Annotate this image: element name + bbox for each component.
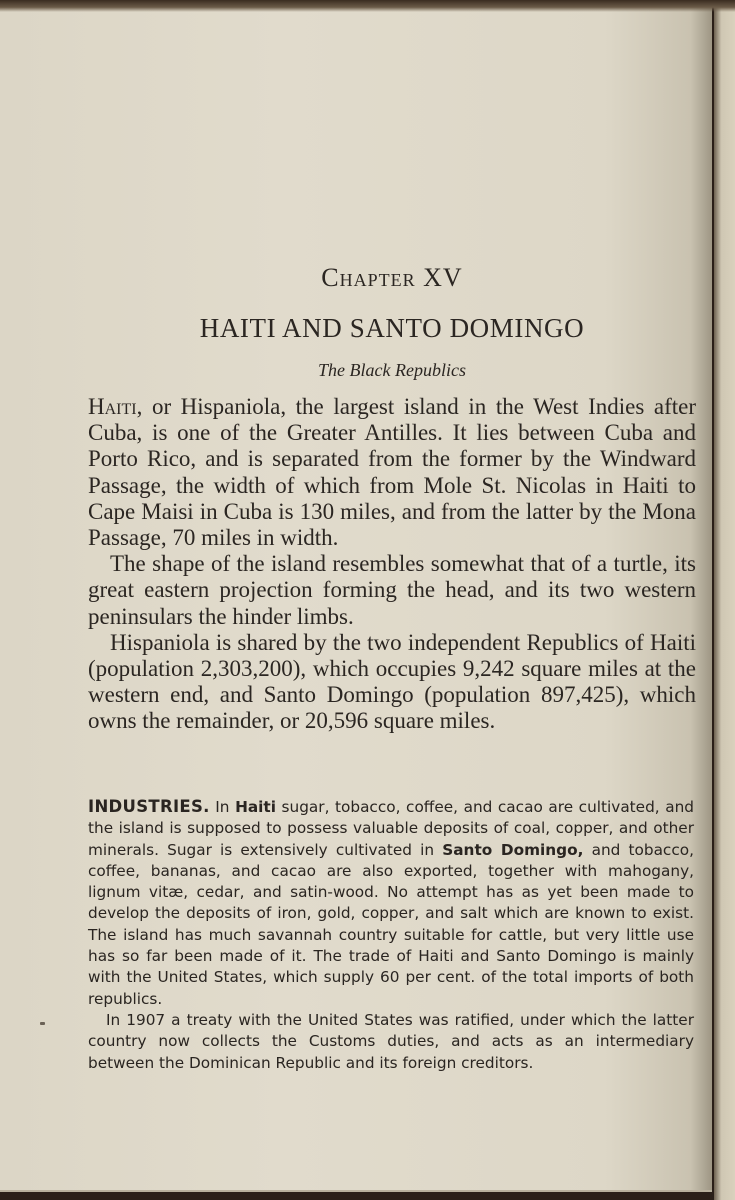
paragraph-1 — [88, 394, 696, 551]
industries-santo-domingo: Santo Domingo, — [442, 840, 584, 859]
paragraph-2: The shape of the island resembles somewhat that of a turtle, its great eastern projection forming the head, and its two western peninsulars the hinder limbs. — [88, 551, 696, 629]
paragraph-3: Hispaniola is shared by the two independent Republics of Haiti (population 2,303,200), which occupies 9,242 square miles at the western end, and Santo Domingo (population 897,425), which owns the remainder, or 20,596 square miles. — [88, 629, 696, 734]
chapter-subtitle: The Black Republics — [318, 360, 466, 380]
industries-text-2: sugar, tobacco, coffee, and cacao are cultivated, and the island is supposed to possess valuable deposits of coal, copper, and other minerals. Sugar is extensively cultivated in — [88, 798, 694, 859]
adjacent-page-edge — [714, 0, 735, 1200]
industries-haiti: Haiti — [235, 798, 276, 816]
industries-section — [88, 796, 694, 1074]
industries-text-1: In — [209, 798, 236, 816]
industries-text-3: and tobacco, coffee, bananas, and cacao are also exported, together with mahogany, lignum vitæ, cedar, and satin-wood. No attempt has as yet been made to develop the deposits of iron, gold, copper, and salt which are known to exist. The island has much savannah country suitable for cattle, but very little use has so far been made of it. The trade of Haiti and Santo Domingo is mainly with the United States, which supply 60 per cent. of the total imports of both republics. — [88, 840, 694, 1008]
industries-paragraph-1 — [88, 796, 694, 1010]
chapter-title: HAITI AND SANTO DOMINGO — [199, 313, 585, 343]
paragraph-1-text: or Hispaniola, the largest island in the West Indies after Cuba, is one of the Greater Antilles. It lies between Cuba and Porto Rico, and is separated from the former by the Windward Passage, the width of which from Mole St. Nicolas in Haiti to Cape Maisi in Cuba is 130 miles, and from the latter by the Mona Passage, 70 miles in width. — [88, 394, 696, 551]
page-top-shadow — [0, 0, 735, 12]
industries-heading: INDUSTRIES. — [88, 797, 210, 816]
industries-paragraph-2: In 1907 a treaty with the United States was ratified, under which the latter country now collects the Customs duties, and acts as an intermediary between the Dominican Republic and its foreign creditors. — [88, 1010, 694, 1072]
chapter-label: Chapter XV — [321, 263, 463, 292]
paragraph-1-lead: Haiti, — [88, 394, 143, 419]
margin-mark — [40, 1022, 45, 1025]
chapter-body — [88, 394, 696, 735]
